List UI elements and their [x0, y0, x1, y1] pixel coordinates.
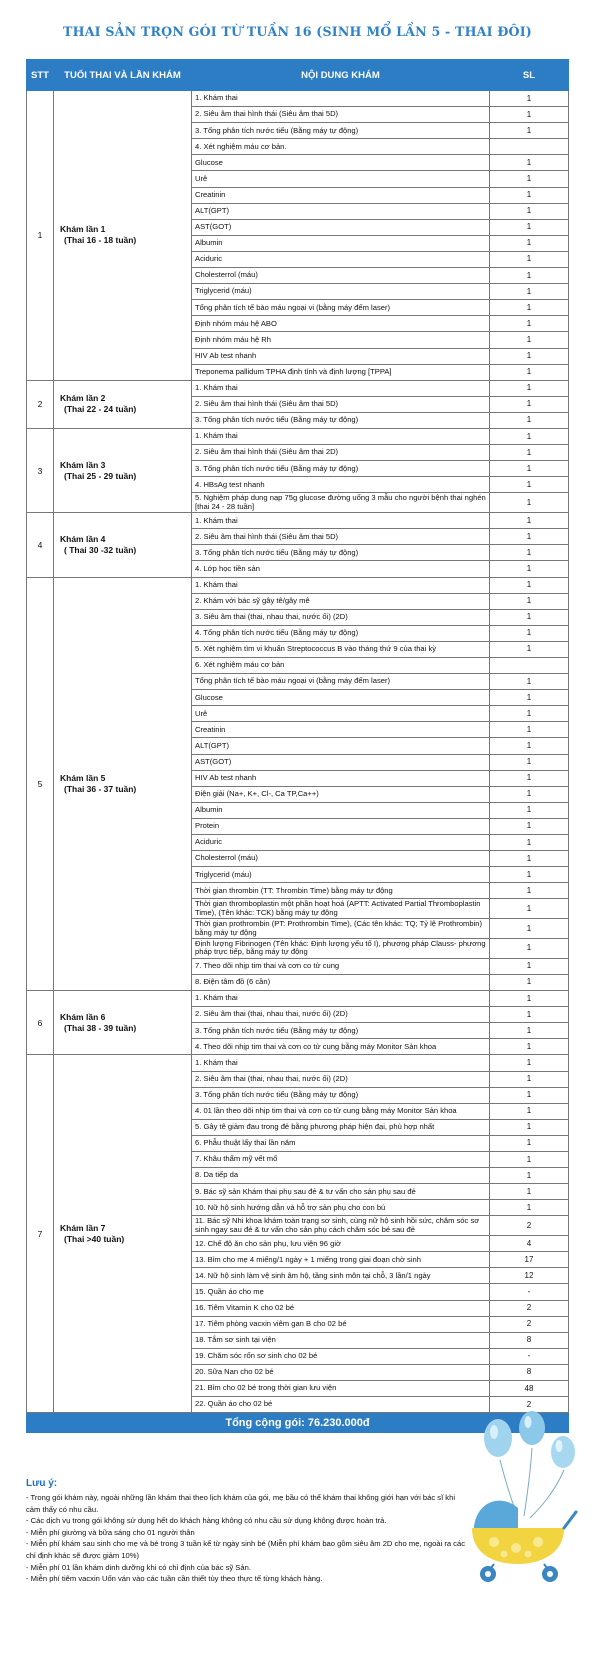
- item-quantity: 17: [490, 1252, 569, 1268]
- exam-item: 5. Gây tê giảm đau trong đẻ bằng phương pháp hiện đại, phù hợp nhất: [192, 1119, 490, 1135]
- exam-item: Creatinin: [192, 187, 490, 203]
- item-quantity: 1: [490, 835, 569, 851]
- total-price: Tổng cộng gói: 76.230.000đ: [27, 1413, 569, 1433]
- exam-item: Thời gian thrombin (TT: Thrombin Time) bằng máy tự động: [192, 883, 490, 899]
- item-quantity: 1: [490, 786, 569, 802]
- exam-item: 3. Tổng phân tích nước tiểu (Bằng máy tự động): [192, 1087, 490, 1103]
- exam-item: 10. Nữ hộ sinh hướng dẫn và hỗ trợ sản phụ cho con bú: [192, 1200, 490, 1216]
- exam-item: Định lượng Fibrinogen (Tên khác: Định lượng yếu tố I), phương pháp Clauss- phương pháp trực tiếp, bằng máy tự động: [192, 939, 490, 959]
- item-quantity: 1: [490, 477, 569, 493]
- header-stt: STT: [27, 60, 54, 91]
- note-line: - Miễn phí tiêm vacxin Uốn ván vào các tuần cần thiết tùy theo thực tế từng khách hàng.: [26, 1574, 323, 1584]
- exam-item: 14. Nữ hộ sinh làm vệ sinh âm hộ, tầng sinh môn tại chỗ, 3 lần/1 ngày: [192, 1268, 490, 1284]
- table-row: [27, 577, 569, 593]
- item-quantity: 8: [490, 1332, 569, 1348]
- item-quantity: 1: [490, 899, 569, 919]
- exam-item: Điện giải (Na+, K+, Cl-, Ca TP,Ca++): [192, 786, 490, 802]
- exam-item: Triglycerid (máu): [192, 867, 490, 883]
- item-quantity: 1: [490, 1119, 569, 1135]
- item-quantity: 1: [490, 1071, 569, 1087]
- item-quantity: 12: [490, 1268, 569, 1284]
- item-quantity: 1: [490, 1200, 569, 1216]
- item-quantity: 1: [490, 316, 569, 332]
- exam-item: AST(GOT): [192, 219, 490, 235]
- item-quantity: 1: [490, 577, 569, 593]
- exam-item: 3. Siêu âm thai (thai, nhau thai, nước ối) (2D): [192, 609, 490, 625]
- item-quantity: 1: [490, 625, 569, 641]
- visit-number: 5: [27, 577, 54, 991]
- exam-item: HIV Ab test nhanh: [192, 770, 490, 786]
- exam-item: 4. Lớp học tiền sản: [192, 561, 490, 577]
- exam-item: 5. Nghiệm pháp dung nạp 75g glucose đường uống 3 mẫu cho người bệnh thai nghén [thai 24 - 28 tuần]: [192, 493, 490, 513]
- exam-item: 21. Bỉm cho 02 bé trong thời gian lưu viện: [192, 1381, 490, 1397]
- visit-number: 1: [27, 91, 54, 381]
- item-quantity: 1: [490, 396, 569, 412]
- exam-item: Protein: [192, 818, 490, 834]
- item-quantity: 1: [490, 674, 569, 690]
- exam-item: Định nhóm máu hệ Rh: [192, 332, 490, 348]
- exam-item: Định nhóm máu hệ ABO: [192, 316, 490, 332]
- item-quantity: 1: [490, 1039, 569, 1055]
- exam-item: 18. Tắm sơ sinh tại viện: [192, 1332, 490, 1348]
- exam-item: Urê: [192, 706, 490, 722]
- item-quantity: 48: [490, 1381, 569, 1397]
- item-quantity: 1: [490, 974, 569, 990]
- item-quantity: 1: [490, 991, 569, 1007]
- item-quantity: 1: [490, 883, 569, 899]
- exam-item: 6. Phẫu thuật lấy thai lần năm: [192, 1135, 490, 1151]
- item-quantity: 1: [490, 867, 569, 883]
- exam-item: 7. Khâu thẩm mỹ vết mổ: [192, 1151, 490, 1167]
- visit-week-range: (Thai 25 - 29 tuần): [64, 470, 137, 481]
- item-quantity: 2: [490, 1216, 569, 1236]
- item-quantity: 1: [490, 219, 569, 235]
- item-quantity: 1: [490, 380, 569, 396]
- item-quantity: 1: [490, 461, 569, 477]
- item-quantity: 1: [490, 187, 569, 203]
- item-quantity: 1: [490, 690, 569, 706]
- item-quantity: 1: [490, 722, 569, 738]
- exam-item: 20. Sữa Nan cho 02 bé: [192, 1364, 490, 1380]
- exam-item: Albumin: [192, 235, 490, 251]
- table-row: [27, 428, 569, 444]
- table-row: [27, 91, 569, 107]
- item-quantity: 1: [490, 268, 569, 284]
- visit-name: Khám lần 1: [60, 224, 106, 235]
- exam-item: 1. Khám thai: [192, 577, 490, 593]
- exam-item: 2. Siêu âm thai (thai, nhau thai, nước ối) (2D): [192, 1071, 490, 1087]
- item-quantity: 1: [490, 251, 569, 267]
- visit-label: [54, 513, 192, 577]
- note-line: - Miễn phí giường và bữa sáng cho 01 người thân: [26, 1527, 195, 1537]
- visit-number: 7: [27, 1055, 54, 1413]
- item-quantity: 1: [490, 1055, 569, 1071]
- item-quantity: 1: [490, 561, 569, 577]
- table-row: [27, 991, 569, 1007]
- exam-item: 3. Tổng phân tích nước tiểu (Bằng máy tự động): [192, 461, 490, 477]
- visit-week-range: (Thai 22 - 24 tuần): [64, 404, 137, 415]
- exam-item: Thời gian thromboplastin một phần hoạt hoá (APTT: Activated Partial Thromboplastin Time), (Tên khác: TCK) bằng máy tự động: [192, 899, 490, 919]
- exam-item: AST(GOT): [192, 754, 490, 770]
- visit-name: Khám lần 4: [60, 533, 106, 544]
- notes-heading: Lưu ý:: [26, 1478, 58, 1489]
- exam-item: 4. Theo dõi nhịp tim thai và cơn co tử cung bằng máy Monitor Sản khoa: [192, 1039, 490, 1055]
- item-quantity: 1: [490, 706, 569, 722]
- exam-item: Triglycerid (máu): [192, 284, 490, 300]
- item-quantity: [490, 139, 569, 155]
- item-quantity: 1: [490, 332, 569, 348]
- item-quantity: 1: [490, 493, 569, 513]
- exam-item: 2. Siêu âm thai hình thái (Siêu âm thai 2D): [192, 445, 490, 461]
- package-table: [26, 59, 569, 1433]
- item-quantity: 1: [490, 1151, 569, 1167]
- table-row: [27, 513, 569, 529]
- table-body: [27, 91, 569, 1413]
- exam-item: 1. Khám thai: [192, 380, 490, 396]
- exam-item: Tổng phân tích tế bào máu ngoại vi (bằng máy đếm laser): [192, 674, 490, 690]
- notes-section: [26, 1478, 471, 1585]
- notes-list: [26, 1492, 471, 1585]
- exam-item: 7. Theo dõi nhịp tim thai và cơn co tử cung: [192, 958, 490, 974]
- item-quantity: 1: [490, 1023, 569, 1039]
- exam-item: 4. Tổng phân tích nước tiểu (Bằng máy tự động): [192, 625, 490, 641]
- visit-week-range: (Thai >40 tuần): [64, 1233, 125, 1244]
- item-quantity: 2: [490, 1397, 569, 1413]
- exam-item: 1. Khám thai: [192, 428, 490, 444]
- exam-item: 3. Tổng phân tích nước tiểu (Bằng máy tự động): [192, 412, 490, 428]
- exam-item: 1. Khám thai: [192, 513, 490, 529]
- item-quantity: 1: [490, 1087, 569, 1103]
- exam-item: 3. Tổng phân tích nước tiểu (Bằng máy tự động): [192, 545, 490, 561]
- visit-week-range: ( Thai 30 -32 tuần): [64, 544, 137, 555]
- exam-item: 11. Bác sỹ Nhi khoa khám toàn trạng sơ sinh, cùng nữ hộ sinh hồi sức, chăm sóc sơ sinh ngay sau đẻ & tư vấn cho sản phụ cách chăm sóc bé sau đẻ: [192, 1216, 490, 1236]
- item-quantity: 1: [490, 939, 569, 959]
- exam-item: 4. Xét nghiệm máu cơ bản.: [192, 139, 490, 155]
- item-quantity: 1: [490, 428, 569, 444]
- item-quantity: 1: [490, 958, 569, 974]
- exam-item: 17. Tiêm phòng vacxin viêm gan B cho 02 bé: [192, 1316, 490, 1332]
- exam-item: 15. Quần áo cho mẹ: [192, 1284, 490, 1300]
- exam-item: 1. Khám thai: [192, 1055, 490, 1071]
- note-line: - Miễn phí khám sau sinh cho mẹ và bé trong 3 tuần kể từ ngày sinh bé (Miễn phí khám bao gồm siêu âm 2D cho mẹ, ngoài ra các chỉ định khác sẽ được giảm 10%): [26, 1539, 466, 1560]
- item-quantity: 1: [490, 235, 569, 251]
- visit-label: [54, 1055, 192, 1413]
- visit-label: [54, 991, 192, 1055]
- exam-item: ALT(GPT): [192, 203, 490, 219]
- item-quantity: 1: [490, 284, 569, 300]
- exam-item: 9. Bác sỹ sản Khám thai phụ sau đẻ & tư vấn cho sản phụ sau đẻ: [192, 1184, 490, 1200]
- exam-item: 12. Chế độ ăn cho sản phụ, lưu viện 96 giờ: [192, 1236, 490, 1252]
- exam-item: 8. Da tiếp da: [192, 1168, 490, 1184]
- exam-item: 3. Tổng phân tích nước tiểu (Bằng máy tự động): [192, 1023, 490, 1039]
- visit-week-range: (Thai 36 - 37 tuần): [64, 783, 137, 794]
- header-sl: SL: [490, 60, 569, 91]
- item-quantity: 1: [490, 529, 569, 545]
- visit-label: [54, 428, 192, 512]
- visit-name: Khám lần 7: [60, 1222, 106, 1233]
- visit-name: Khám lần 2: [60, 393, 106, 404]
- item-quantity: 1: [490, 300, 569, 316]
- header-content: NỘI DUNG KHÁM: [192, 60, 490, 91]
- item-quantity: 1: [490, 802, 569, 818]
- note-line: - Các dịch vụ trong gói không sử dụng hết do khách hàng không có nhu cầu sử dụng không được hoàn trả.: [26, 1516, 387, 1526]
- exam-item: Glucose: [192, 690, 490, 706]
- item-quantity: 1: [490, 203, 569, 219]
- item-quantity: -: [490, 1284, 569, 1300]
- item-quantity: 1: [490, 1135, 569, 1151]
- exam-item: Creatinin: [192, 722, 490, 738]
- exam-item: 2. Siêu âm thai hình thái (Siêu âm thai 5D): [192, 529, 490, 545]
- exam-item: 16. Tiêm Vitamin K cho 02 bé: [192, 1300, 490, 1316]
- visit-label: [54, 380, 192, 428]
- exam-item: 2. Siêu âm thai hình thái (Siêu âm thai 5D): [192, 396, 490, 412]
- item-quantity: 1: [490, 1007, 569, 1023]
- table-row: [27, 1055, 569, 1071]
- exam-item: Thời gian prothrombin (PT: Prothrombin Time), (Các tên khác: TQ; Tỷ lệ Prothrombin) bằng máy tự động: [192, 919, 490, 939]
- item-quantity: 1: [490, 364, 569, 380]
- item-quantity: 1: [490, 348, 569, 364]
- item-quantity: 8: [490, 1364, 569, 1380]
- visit-week-range: (Thai 16 - 18 tuần): [64, 235, 137, 246]
- exam-item: 2. Siêu âm thai (thai, nhau thai, nước ối) (2D): [192, 1007, 490, 1023]
- exam-item: Glucose: [192, 155, 490, 171]
- item-quantity: -: [490, 1348, 569, 1364]
- exam-item: 2. Siêu âm thai hình thái (Siêu âm thai 5D): [192, 107, 490, 123]
- item-quantity: 1: [490, 91, 569, 107]
- exam-item: 6. Xét nghiệm máu cơ bản: [192, 658, 490, 674]
- visit-number: 4: [27, 513, 54, 577]
- exam-item: 5. Xét nghiệm tìm vi khuẩn Streptococcus B vào tháng thứ 9 của thai kỳ: [192, 641, 490, 657]
- item-quantity: 1: [490, 738, 569, 754]
- exam-item: 19. Chăm sóc rốn sơ sinh cho 02 bé: [192, 1348, 490, 1364]
- visit-name: Khám lần 6: [60, 1011, 106, 1022]
- item-quantity: 1: [490, 593, 569, 609]
- item-quantity: 1: [490, 123, 569, 139]
- item-quantity: 1: [490, 545, 569, 561]
- exam-item: Tổng phân tích tế bào máu ngoại vi (bằng máy đếm laser): [192, 300, 490, 316]
- visit-number: 3: [27, 428, 54, 512]
- exam-item: HIV Ab test nhanh: [192, 348, 490, 364]
- item-quantity: 1: [490, 412, 569, 428]
- visit-number: 6: [27, 991, 54, 1055]
- exam-item: Aciduric: [192, 251, 490, 267]
- table-row: [27, 380, 569, 396]
- exam-item: 1. Khám thai: [192, 91, 490, 107]
- exam-item: 22. Quần áo cho 02 bé: [192, 1397, 490, 1413]
- item-quantity: 1: [490, 818, 569, 834]
- visit-name: Khám lần 5: [60, 772, 106, 783]
- item-quantity: 1: [490, 1184, 569, 1200]
- exam-item: 3. Tổng phân tích nước tiểu (Bằng máy tự động): [192, 123, 490, 139]
- baby-stroller-with-balloons-icon: [460, 1408, 582, 1586]
- item-quantity: 1: [490, 171, 569, 187]
- item-quantity: 1: [490, 754, 569, 770]
- item-quantity: 1: [490, 1168, 569, 1184]
- table-header-row: [27, 60, 569, 91]
- item-quantity: 1: [490, 851, 569, 867]
- exam-item: 2. Khám với bác sỹ gây tê/gây mê: [192, 593, 490, 609]
- visit-label: [54, 91, 192, 381]
- exam-item: 1. Khám thai: [192, 991, 490, 1007]
- visit-number: 2: [27, 380, 54, 428]
- item-quantity: 1: [490, 641, 569, 657]
- header-age: TUỔI THAI VÀ LẦN KHÁM: [54, 60, 192, 91]
- exam-item: Cholesterrol (máu): [192, 268, 490, 284]
- visit-week-range: (Thai 38 - 39 tuần): [64, 1022, 137, 1033]
- item-quantity: 1: [490, 445, 569, 461]
- exam-item: Treponema pallidum TPHA định tính và định lượng [TPPA]: [192, 364, 490, 380]
- exam-item: 13. Bỉm cho mẹ 4 miếng/1 ngày + 1 miếng trong giai đoạn chờ sinh: [192, 1252, 490, 1268]
- item-quantity: [490, 658, 569, 674]
- note-line: - Trong gói khám này, ngoài những lần khám thai theo lịch khám của gói, mẹ bầu có thể khám thai không giới hạn với bác sĩ khi cảm thấy có nhu cầu.: [26, 1493, 456, 1514]
- exam-item: 4. 01 lần theo dõi nhịp tim thai và cơn co tử cung bằng máy Monitor Sản khoa: [192, 1103, 490, 1119]
- item-quantity: 1: [490, 609, 569, 625]
- visit-label: [54, 577, 192, 991]
- exam-item: Urê: [192, 171, 490, 187]
- item-quantity: 1: [490, 1103, 569, 1119]
- exam-item: Albumin: [192, 802, 490, 818]
- exam-item: ALT(GPT): [192, 738, 490, 754]
- exam-item: 4. HBsAg test nhanh: [192, 477, 490, 493]
- exam-item: Cholesterrol (máu): [192, 851, 490, 867]
- item-quantity: 1: [490, 513, 569, 529]
- exam-item: 8. Điện tâm đồ (6 cần): [192, 974, 490, 990]
- note-line: - Miễn phí 01 lần khám dinh dưỡng khi có chỉ định của bác sỹ Sản.: [26, 1562, 251, 1572]
- item-quantity: 1: [490, 155, 569, 171]
- exam-item: Aciduric: [192, 835, 490, 851]
- item-quantity: 2: [490, 1316, 569, 1332]
- item-quantity: 1: [490, 919, 569, 939]
- visit-name: Khám lần 3: [60, 459, 106, 470]
- item-quantity: 2: [490, 1300, 569, 1316]
- item-quantity: 1: [490, 770, 569, 786]
- page-title: THAI SẢN TRỌN GÓI TỪ TUẦN 16 (SINH MỔ LẦN 5 - THAI ĐÔI): [63, 24, 532, 39]
- item-quantity: 4: [490, 1236, 569, 1252]
- item-quantity: 1: [490, 107, 569, 123]
